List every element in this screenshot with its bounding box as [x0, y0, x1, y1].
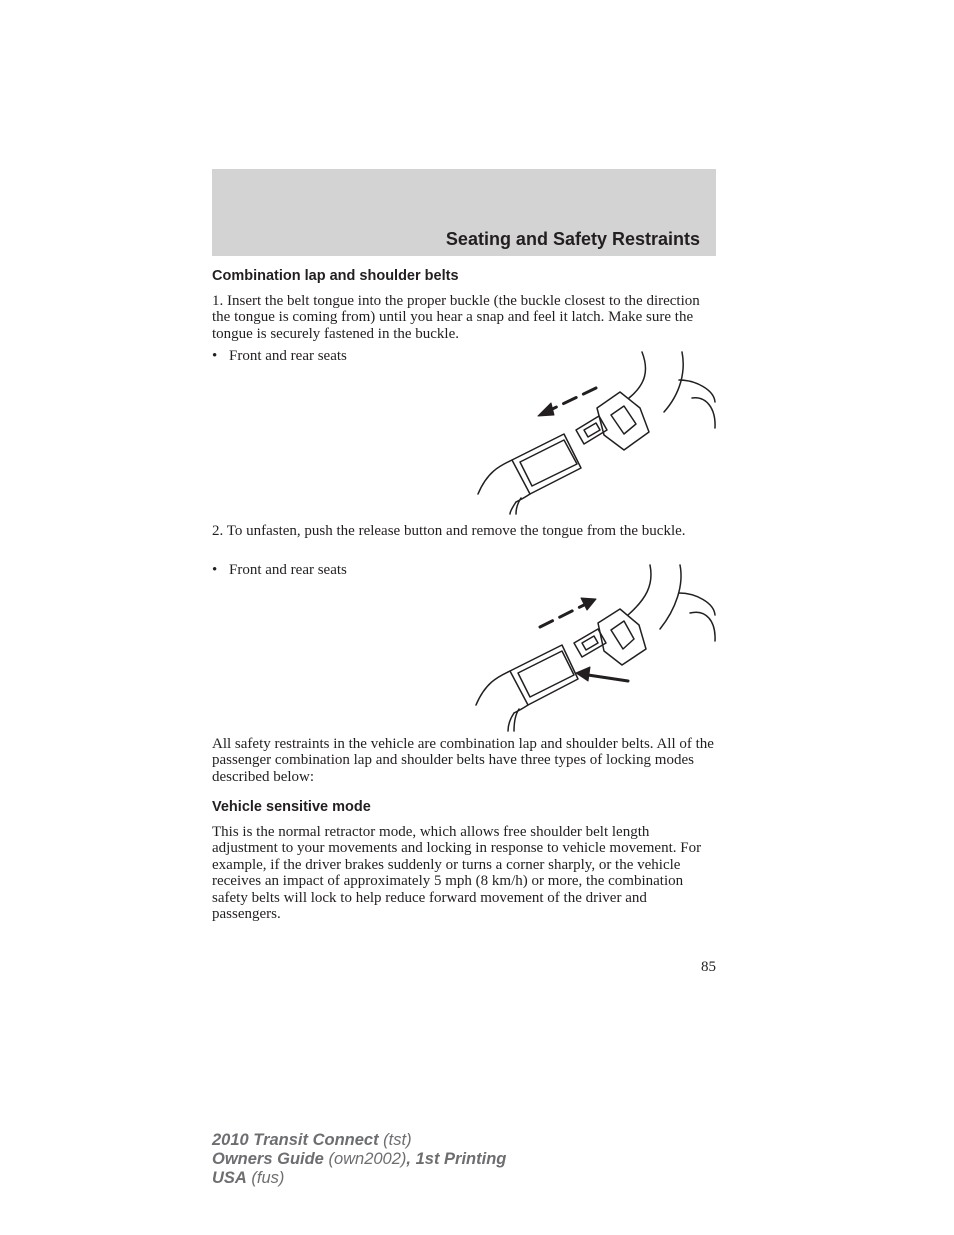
fasten-belt-illustration: [474, 350, 719, 515]
bullet-text: Front and rear seats: [229, 348, 347, 364]
footer-line-1: [212, 1131, 506, 1150]
step-2-text: 2. To unfasten, push the release button and remove the tongue from the buckle.: [212, 523, 686, 539]
document-footer: [212, 1131, 506, 1188]
section-header-band: [212, 169, 716, 256]
safety-restraints-summary: All safety restraints in the vehicle are combination lap and shoulder belts. All of the passenger combination lap and shoulder belts have three types of locking modes described below:: [212, 736, 714, 785]
footer-printing: , 1st Printing: [406, 1150, 507, 1168]
footer-guide: Owners Guide: [212, 1150, 324, 1168]
footer-region-code: (fus): [246, 1169, 285, 1187]
bullet-dot: •: [212, 348, 218, 364]
footer-model-code: (tst): [378, 1131, 412, 1149]
bullet-dot: •: [212, 562, 218, 578]
footer-region: USA: [212, 1169, 247, 1187]
page-number: 85: [701, 959, 716, 975]
vehicle-sensitive-mode-text: This is the normal retractor mode, which allows free shoulder belt length adjustment to your movements and locking in response to vehicle movement. For example, if the driver brakes suddenly or turns a corner sharply, or the vehicle receives an impact of approximately 5 mph (8 km/h) or more, the combination safety belts will lock to help reduce forward movement of the driver and passengers.: [212, 824, 702, 923]
footer-guide-code: (own2002): [323, 1150, 407, 1168]
unfasten-belt-illustration: [474, 563, 719, 733]
bullet-text: Front and rear seats: [229, 562, 347, 578]
bullet-front-rear-seats-2: [212, 562, 347, 578]
bullet-front-rear-seats-1: [212, 348, 347, 364]
step-1-text: 1. Insert the belt tongue into the proper buckle (the buckle closest to the direction the tongue is coming from) until you hear a snap and feel it latch. Make sure the tongue is securely fastened in the buckle.: [212, 293, 700, 342]
subheading-combination-belts: Combination lap and shoulder belts: [212, 268, 459, 284]
footer-line-2: [212, 1150, 506, 1169]
section-title: Seating and Safety Restraints: [445, 229, 700, 249]
footer-model: 2010 Transit Connect: [212, 1131, 379, 1149]
subheading-vehicle-sensitive-mode: Vehicle sensitive mode: [212, 799, 371, 815]
footer-line-3: [212, 1169, 506, 1188]
